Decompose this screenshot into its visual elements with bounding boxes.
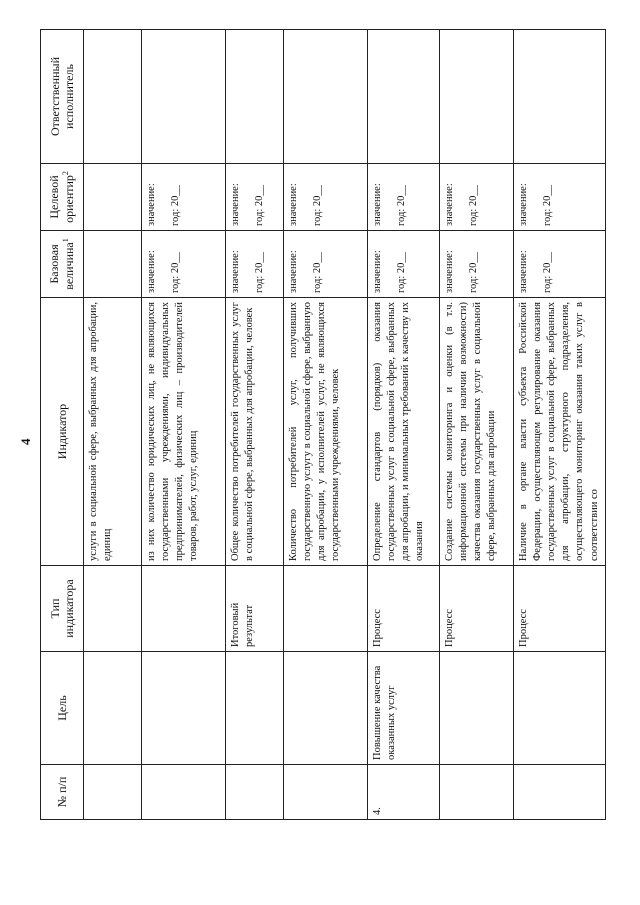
table-row [513,30,605,820]
row-base [283,231,367,298]
rotated-content [18,30,610,820]
row-responsible [141,30,225,164]
row-base [439,231,513,298]
row-goal [439,652,513,765]
header-goal: Цель [41,652,84,765]
table-row [367,30,439,820]
base-year: год: 20__ [253,252,265,293]
header-indicator: Индикатор [41,298,84,566]
base-year: год: 20__ [169,252,181,293]
row-target [283,164,367,231]
row-num [141,765,225,820]
row-goal: Повышение качества оказанных услуг [367,652,439,765]
base-value: значение: [443,250,455,293]
page-number: 4 [18,438,33,445]
row-base [225,231,283,298]
row-indicator: из них количество юридических лиц, не являющихся государственными учреждениями, индивидуальных предпринимателей, физических лиц – производителей товаров, работ, услуг, единиц [141,298,225,566]
row-num [225,765,283,820]
row-type [283,566,367,652]
row-goal [83,652,141,765]
row-base [83,231,141,298]
header-base [41,231,84,298]
row-type [141,566,225,652]
target-year: год: 20__ [467,185,479,226]
row-goal [141,652,225,765]
row-indicator: Определение стандартов (порядков) оказания государственных услуг в социальной сфере, выбранных для апробации, и минимальных требований к качеству их оказания [367,298,439,566]
base-year: год: 20__ [541,252,553,293]
row-type [83,566,141,652]
base-value: значение: [145,250,157,293]
row-target [367,164,439,231]
row-goal [283,652,367,765]
header-type: Тип индикатора [41,566,84,652]
base-year: год: 20__ [467,252,479,293]
row-num: 4. [367,765,439,820]
target-year: год: 20__ [253,185,265,226]
row-indicator: Количество потребителей услуг, получивших государственную услугу в социальной сфере, выбранную для апробации, у исполнителей услуг, не являющихся государственными учреждениями, человек [283,298,367,566]
header-num: № п/п [41,765,84,820]
table-header-row [41,30,84,820]
base-value: значение: [229,250,241,293]
header-base-label: Базовая величина [47,242,77,290]
row-goal [513,652,605,765]
target-year: год: 20__ [169,185,181,226]
row-responsible [367,30,439,164]
header-responsible: Ответственный исполнитель [41,30,84,164]
row-responsible [513,30,605,164]
table-row [225,30,283,820]
target-value: значение: [287,183,299,226]
row-num [283,765,367,820]
base-value: значение: [287,250,299,293]
target-value: значение: [229,183,241,226]
row-target [141,164,225,231]
row-target [83,164,141,231]
row-indicator: услуги в социальной сфере, выбранных для апробации, единиц [83,298,141,566]
row-num [439,765,513,820]
row-goal [225,652,283,765]
row-responsible [283,30,367,164]
table-row [283,30,367,820]
target-value: значение: [443,183,455,226]
indicator-table [40,29,606,820]
row-num [83,765,141,820]
row-num [513,765,605,820]
row-indicator: Создание системы мониторинга и оценки (в т.ч. информационной системы при наличии возможности) качества оказания государственных услуг в социальной сфере, выбранных для апробации [439,298,513,566]
row-responsible [83,30,141,164]
target-value: значение: [517,183,529,226]
row-indicator: Наличие в органе власти субъекта Российской Федерации, осуществляющем регулирование оказания государственных услуг в социальной сфере, выбранных для апробации, структурного подразделения, осуществляющего мониторинг оказания таких услуг в соответствии со [513,298,605,566]
target-value: значение: [371,183,383,226]
target-year: год: 20__ [395,185,407,226]
target-value: значение: [145,183,157,226]
target-year: год: 20__ [541,185,553,226]
row-base [141,231,225,298]
table-row [141,30,225,820]
header-target-label: Целевой ориентир [47,175,77,223]
row-type: Процесс [439,566,513,652]
target-year: год: 20__ [311,185,323,226]
header-target-sup: 2 [61,171,71,176]
base-value: значение: [371,250,383,293]
table-row [83,30,141,820]
row-base [513,231,605,298]
base-year: год: 20__ [311,252,323,293]
row-indicator: Общее количество потребителей государственных услуг в социальной сфере, выбранных для апробации, человек [225,298,283,566]
row-responsible [439,30,513,164]
header-base-sup: 1 [61,238,71,243]
row-type: Процесс [513,566,605,652]
table-row [439,30,513,820]
row-target [439,164,513,231]
header-target [41,164,84,231]
row-target [225,164,283,231]
row-type: Итоговый результат [225,566,283,652]
row-type: Процесс [367,566,439,652]
row-target [513,164,605,231]
row-responsible [225,30,283,164]
row-base [367,231,439,298]
base-value: значение: [517,250,529,293]
base-year: год: 20__ [395,252,407,293]
